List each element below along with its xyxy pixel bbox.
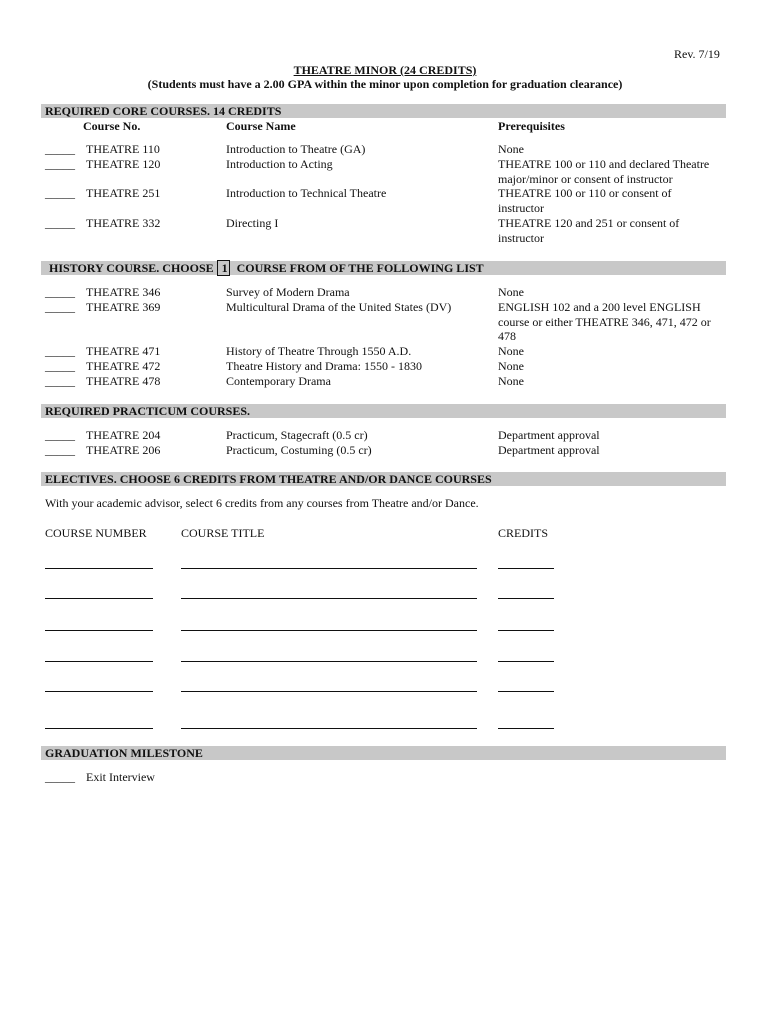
- prerequisite-line: 478: [498, 329, 516, 344]
- elective-credits-line[interactable]: [498, 568, 554, 569]
- col-credits: CREDITS: [498, 526, 549, 540]
- elective-credits-line[interactable]: [498, 598, 554, 599]
- course-check-blank[interactable]: _____: [45, 157, 75, 171]
- elective-credits-line[interactable]: [498, 691, 554, 692]
- elective-course-number-line[interactable]: [45, 568, 153, 569]
- course-number: THEATRE 478: [86, 374, 161, 388]
- prerequisite-line: None: [498, 344, 524, 358]
- document-subtitle: (Students must have a 2.00 GPA within the minor upon completion for graduation clearance): [147, 77, 623, 91]
- course-prerequisites: [498, 300, 728, 344]
- elective-course-number-line[interactable]: [45, 691, 153, 692]
- course-name: Practicum, Costuming (0.5 cr): [226, 443, 372, 457]
- course-prerequisites: [498, 344, 728, 359]
- prerequisite-line: ENGLISH 102 and a 200 level ENGLISH: [498, 300, 701, 314]
- elective-course-number-line[interactable]: [45, 661, 153, 662]
- col-prerequisites: Prerequisites: [498, 119, 565, 133]
- elective-course-title-line[interactable]: [181, 661, 477, 662]
- course-name: History of Theatre Through 1550 A.D.: [226, 344, 412, 358]
- course-check-blank[interactable]: _____: [45, 142, 75, 156]
- course-number: THEATRE 332: [86, 216, 161, 230]
- course-check-blank[interactable]: _____: [45, 374, 75, 388]
- course-check-blank[interactable]: _____: [45, 186, 75, 200]
- prerequisite-line: THEATRE 120 and 251 or consent of: [498, 216, 680, 230]
- prerequisite-line: major/minor or consent of instructor: [498, 171, 673, 186]
- milestone-item: Exit Interview: [86, 770, 155, 784]
- elective-course-title-line[interactable]: [181, 568, 477, 569]
- core-section-header: REQUIRED CORE COURSES. 14 CREDITS: [41, 104, 726, 118]
- prerequisite-line: THEATRE 100 or 110 or consent of: [498, 186, 672, 200]
- document-title: THEATRE MINOR (24 CREDITS): [293, 63, 477, 77]
- course-check-blank[interactable]: _____: [45, 300, 75, 314]
- elective-credits-line[interactable]: [498, 728, 554, 729]
- elective-course-title-line[interactable]: [181, 630, 477, 631]
- elective-course-number-line[interactable]: [45, 630, 153, 631]
- course-prerequisites: [498, 359, 728, 374]
- course-number: THEATRE 110: [86, 142, 160, 156]
- prerequisite-line: instructor: [498, 200, 544, 215]
- course-name: Theatre History and Drama: 1550 - 1830: [226, 359, 422, 373]
- elective-credits-line[interactable]: [498, 630, 554, 631]
- course-name: Introduction to Theatre (GA): [226, 142, 366, 156]
- course-check-blank[interactable]: _____: [45, 359, 75, 373]
- course-number: THEATRE 369: [86, 300, 161, 314]
- course-prerequisites: [498, 216, 728, 245]
- course-check-blank[interactable]: _____: [45, 344, 75, 358]
- course-prerequisites: [498, 428, 728, 443]
- course-check-blank[interactable]: _____: [45, 216, 75, 230]
- course-number: THEATRE 204: [86, 428, 161, 442]
- prerequisite-line: THEATRE 100 or 110 and declared Theatre: [498, 157, 710, 171]
- col-course-title: COURSE TITLE: [181, 526, 265, 540]
- elective-course-title-line[interactable]: [181, 598, 477, 599]
- course-name: Contemporary Drama: [226, 374, 331, 388]
- course-name: Survey of Modern Drama: [226, 285, 350, 299]
- course-check-blank[interactable]: _____: [45, 428, 75, 442]
- course-prerequisites: [498, 374, 728, 389]
- col-course-number: COURSE NUMBER: [45, 526, 147, 540]
- course-name: Practicum, Stagecraft (0.5 cr): [226, 428, 368, 442]
- prerequisite-line: instructor: [498, 230, 544, 245]
- elective-course-number-line[interactable]: [45, 598, 153, 599]
- history-section-header: HISTORY COURSE. CHOOSE 1 COURSE FROM OF THE FOLLOWING LIST: [41, 261, 726, 275]
- course-number: THEATRE 472: [86, 359, 161, 373]
- course-prerequisites: [498, 157, 728, 186]
- electives-section-header: ELECTIVES. CHOOSE 6 CREDITS FROM THEATRE AND/OR DANCE COURSES: [41, 472, 726, 486]
- col-course-name: Course Name: [226, 119, 296, 133]
- prerequisite-line: Department approval: [498, 443, 600, 457]
- elective-course-title-line[interactable]: [181, 691, 477, 692]
- prerequisite-line: None: [498, 142, 524, 156]
- course-prerequisites: [498, 186, 728, 215]
- course-check-blank[interactable]: _____: [45, 285, 75, 299]
- course-number: THEATRE 346: [86, 285, 161, 299]
- practicum-section-header: REQUIRED PRACTICUM COURSES.: [41, 404, 726, 418]
- course-name: Introduction to Technical Theatre: [226, 186, 387, 200]
- course-name: Multicultural Drama of the United States (DV): [226, 300, 452, 314]
- elective-credits-line[interactable]: [498, 661, 554, 662]
- milestone-section-header: GRADUATION MILESTONE: [41, 746, 726, 760]
- elective-course-title-line[interactable]: [181, 728, 477, 729]
- prerequisite-line: None: [498, 285, 524, 299]
- course-number: THEATRE 471: [86, 344, 161, 358]
- prerequisite-line: Department approval: [498, 428, 600, 442]
- course-name: Introduction to Acting: [226, 157, 333, 171]
- course-number: THEATRE 206: [86, 443, 161, 457]
- revision-label: Rev. 7/19: [674, 47, 720, 61]
- col-course-no: Course No.: [83, 119, 141, 133]
- milestone-checkbox-blank[interactable]: _____: [45, 770, 75, 784]
- course-prerequisites: [498, 285, 728, 300]
- prerequisite-line: course or either THEATRE 346, 471, 472 or: [498, 314, 711, 329]
- elective-course-number-line[interactable]: [45, 728, 153, 729]
- prerequisite-line: None: [498, 359, 524, 373]
- choose-count: 1: [217, 260, 230, 276]
- course-number: THEATRE 251: [86, 186, 161, 200]
- course-number: THEATRE 120: [86, 157, 161, 171]
- course-prerequisites: [498, 443, 728, 458]
- prerequisite-line: None: [498, 374, 524, 388]
- course-prerequisites: [498, 142, 728, 157]
- electives-note: With your academic advisor, select 6 credits from any courses from Theatre and/or Dance.: [45, 496, 479, 510]
- course-name: Directing I: [226, 216, 279, 230]
- course-check-blank[interactable]: _____: [45, 443, 75, 457]
